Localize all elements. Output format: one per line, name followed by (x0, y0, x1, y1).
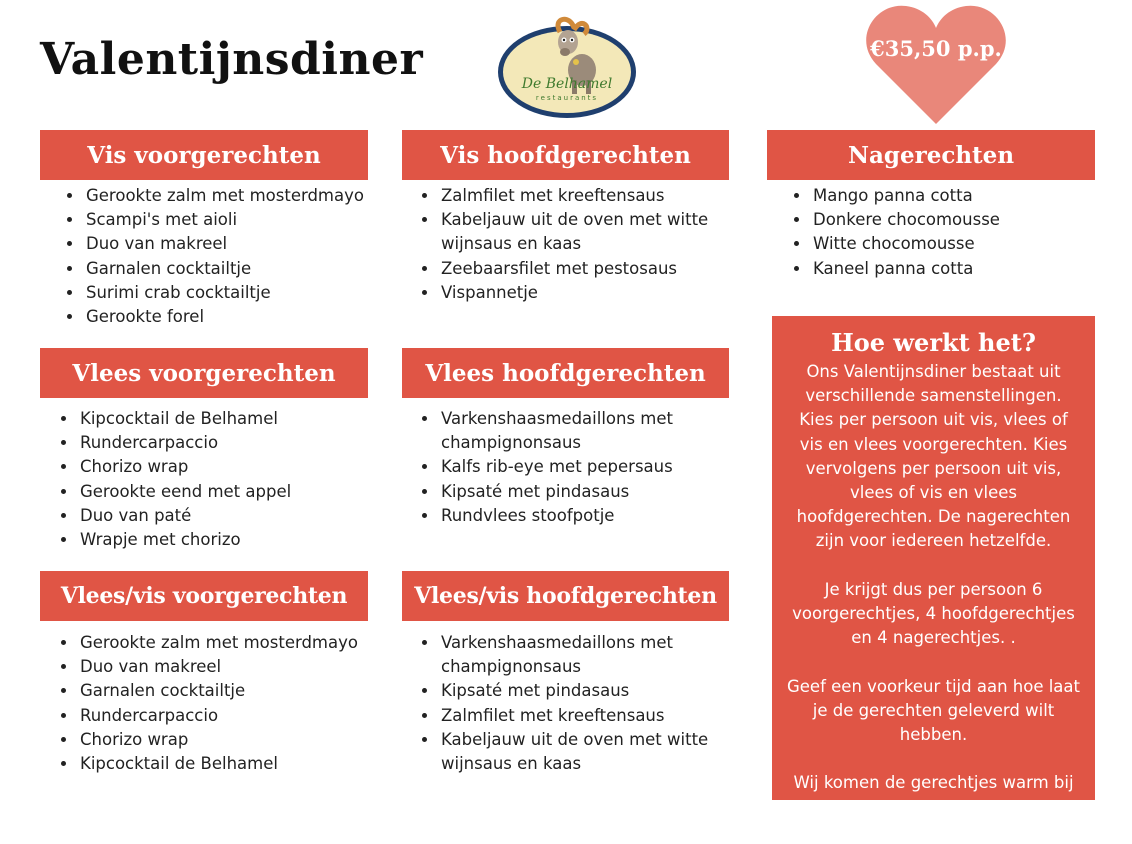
list-item: • Duo van makreel (84, 232, 394, 256)
info-paragraph: Ons Valentijnsdiner bestaat uit verschillende samenstellingen. Kies per persoon uit vis, vlees of vis en vlees voorgerechten. Kies vervolgens per persoon uit vis, vlees of vis en vlees hoofdgerechten. De nagerechten zijn voor iedereen hetzelfde. (796, 362, 1071, 551)
list-item: • Kabeljauw uit de oven met witte wijnsaus en kaas (439, 208, 739, 256)
header-vlees-hoofdgerechten: Vlees hoofdgerechten (402, 348, 729, 398)
list-item: • Rundercarpaccio (78, 704, 388, 728)
list-vis-voorgerechten (60, 184, 394, 329)
list-item: • Chorizo wrap (78, 455, 388, 479)
list-item: • Gerookte zalm met mosterdmayo (78, 631, 388, 655)
list-item: • Garnalen cocktailtje (78, 679, 388, 703)
list-item: • Duo van makreel (78, 655, 388, 679)
list-item: • Rundvlees stoofpotje (439, 504, 739, 528)
list-item: • Donkere chocomousse (811, 208, 1111, 232)
info-paragraph: Geef een voorkeur tijd aan hoe laat je de gerechten geleverd wilt hebben. (787, 676, 1080, 745)
info-body (786, 360, 1081, 844)
list-item: • Zeebaarsfilet met pestosaus (439, 257, 739, 281)
list-item: • Vispannetje (439, 281, 739, 305)
logo-subtitle: restaurants (535, 94, 599, 102)
heart-shape (866, 2, 1006, 126)
list-item: • Garnalen cocktailtje (84, 257, 394, 281)
list-item: • Wrapje met chorizo (78, 528, 388, 552)
header-vis-hoofdgerechten: Vis hoofdgerechten (402, 130, 729, 180)
list-item: • Chorizo wrap (78, 728, 388, 752)
list-item: • Varkenshaasmedaillons met champignonsaus (439, 631, 739, 679)
info-paragraph: Wij komen de gerechtjes warm bij u thuis brengen of u mag het komen (793, 773, 1074, 841)
list-item: • Kaneel panna cotta (811, 257, 1111, 281)
list-item: • Rundercarpaccio (78, 431, 388, 455)
list-item: • Gerookte eend met appel (78, 480, 388, 504)
list-item: • Kipsaté met pindasaus (439, 480, 739, 504)
header-vleesvis-voorgerechten: Vlees/vis voorgerechten (40, 571, 368, 621)
goat-mascot-icon (494, 10, 640, 122)
list-item: • Kipsaté met pindasaus (439, 679, 739, 703)
header-vis-voorgerechten: Vis voorgerechten (40, 130, 368, 180)
list-item: • Duo van paté (78, 504, 388, 528)
list-vlees-voorgerechten (54, 407, 388, 552)
list-item: • Varkenshaasmedaillons met champignonsaus (439, 407, 739, 455)
info-box (772, 316, 1095, 841)
restaurant-logo (494, 10, 640, 122)
list-item: • Zalmfilet met kreeftensaus (439, 184, 739, 208)
logo-name: De Belhamel (521, 76, 613, 92)
list-item: • Mango panna cotta (811, 184, 1111, 208)
list-item: • Witte chocomousse (811, 232, 1111, 256)
info-paragraph: Je krijgt dus per persoon 6 voorgerechtjes, 4 hoofdgerechtjes en 4 nagerechtjes. . (792, 579, 1075, 648)
list-item: • Kipcocktail de Belhamel (78, 407, 388, 431)
list-item: • Gerookte forel (84, 305, 394, 329)
list-item: • Surimi crab cocktailtje (84, 281, 394, 305)
info-title: Hoe werkt het? (831, 328, 1036, 357)
price-label: €35,50 p.p. (870, 36, 1002, 61)
list-item: • Gerookte zalm met mosterdmayo (84, 184, 394, 208)
list-item: • Kipcocktail de Belhamel (78, 752, 388, 776)
list-nagerechten (787, 184, 1111, 281)
list-item: • Kabeljauw uit de oven met witte wijnsaus en kaas (439, 728, 739, 776)
list-vleesvis-hoofdgerechten (415, 631, 739, 776)
header-nagerechten: Nagerechten (767, 130, 1095, 180)
header-vlees-voorgerechten: Vlees voorgerechten (40, 348, 368, 398)
list-vleesvis-voorgerechten (54, 631, 388, 776)
list-item: • Scampi's met aioli (84, 208, 394, 232)
page-title: Valentijnsdiner (40, 34, 424, 85)
list-vlees-hoofdgerechten (415, 407, 739, 528)
list-item: • Zalmfilet met kreeftensaus (439, 704, 739, 728)
list-item: • Kalfs rib-eye met pepersaus (439, 455, 739, 479)
list-vis-hoofdgerechten (415, 184, 739, 305)
header-vleesvis-hoofdgerechten: Vlees/vis hoofdgerechten (402, 571, 729, 621)
